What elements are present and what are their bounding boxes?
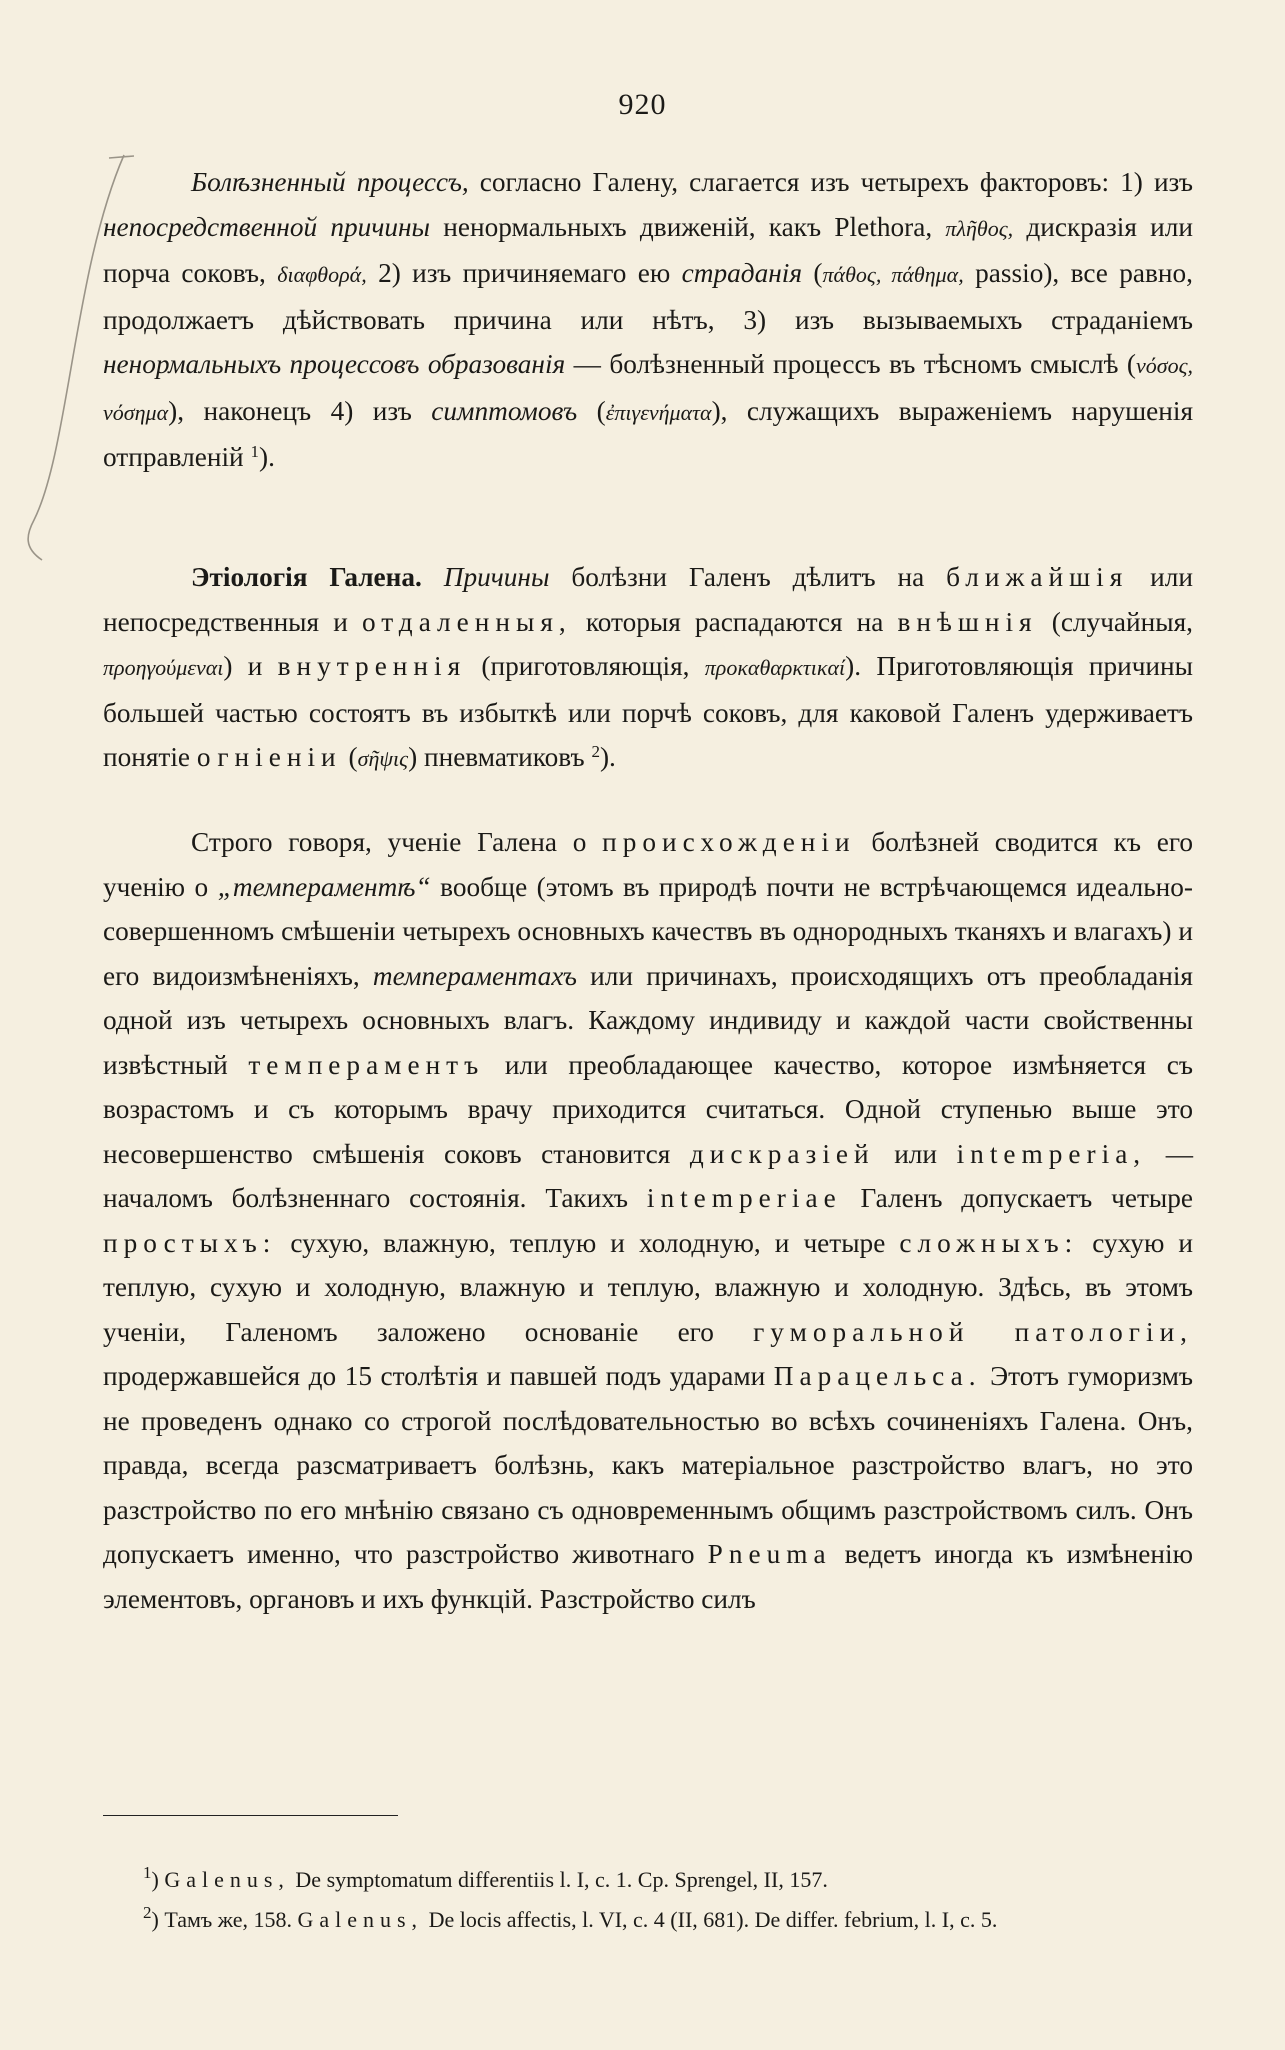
- text-run: De symptomatum differentiis l. I, c. 1. Cp. Sprengel, II, 157.: [289, 1867, 828, 1892]
- text-run: ненормальныхъ процессовъ образованія: [103, 349, 566, 379]
- text-run: которыя распадаются на: [571, 606, 898, 637]
- greek-term: ἐπιγενήματα: [605, 399, 712, 425]
- greek-term: διαφθορά,: [277, 262, 367, 287]
- text-run: дискразіей: [689, 1138, 875, 1169]
- text-run: ) пневматиковъ: [408, 742, 592, 772]
- text-run: болѣзней сводится къ его ученію о: [103, 827, 1193, 902]
- text-run: Причины: [443, 562, 550, 592]
- text-run: ), наконецъ 4) изъ: [168, 395, 432, 426]
- text-run: сухую, влажную, теплую и холодную, и четыре: [276, 1227, 900, 1258]
- greek-term: πάθος, πάθημα,: [822, 262, 964, 287]
- text-run: „темпераментѣ“: [217, 871, 431, 902]
- paragraph-disease-process: [103, 160, 1193, 480]
- text-run: сложныхъ:: [899, 1227, 1079, 1258]
- text-run: Этотъ гуморизмъ не проведенъ однако со строгой послѣдовательностью во всѣхъ сочиненіяхъ Галена. Онъ, правда, всегда разсматриваетъ болѣзнь, какъ матеріальное разстройство влагъ, но это разстройство по его мнѣнію связано съ одновременнымъ общимъ разстройствомъ силъ. Онъ допускаетъ именно, что разстройство животнаго: [103, 1361, 1193, 1569]
- text-run: passio), все равно, продолжаетъ дѣйствовать причина или нѣтъ, 3) изъ вызываемыхъ страданіемъ: [103, 258, 1193, 335]
- text-run: Галенъ допускаетъ четыре: [841, 1183, 1193, 1213]
- text-run: дискразія или порча соковъ,: [103, 211, 1194, 288]
- text-run: отдаленныя,: [361, 606, 572, 637]
- footnote-2: [103, 1900, 1193, 1939]
- text-run: Парацельса.: [773, 1361, 982, 1391]
- text-run: ), служащихъ выраженіемъ нарушенія отправленій: [103, 395, 1194, 472]
- paragraph-galen-etiology: [103, 555, 1193, 782]
- text-run: — болѣзненный процессъ въ тѣсномъ смыслѣ (: [565, 349, 1136, 379]
- text-run: Этіологія Галена.: [191, 562, 422, 592]
- text-run: ненормальныхъ движеній, какъ Plethora,: [430, 211, 946, 242]
- greek-term: προηγούμεναι: [103, 655, 224, 680]
- text-run: или преобладающее качество, которое измѣняется съ возрастомъ и съ которымъ врачу приходится считаться. Одной ступенью выше это несовершенство смѣшенія соковъ становится: [103, 1049, 1193, 1169]
- footnote-marker: 2: [143, 1903, 152, 1922]
- text-run: происхожденіи: [602, 827, 856, 857]
- text-run: согласно Галену, слагается изъ четырехъ факторовъ: 1) изъ: [468, 167, 1193, 197]
- text-run: (: [577, 395, 606, 426]
- text-run: гуморальной патологіи,: [753, 1316, 1194, 1347]
- text-run: (приготовляющія,: [466, 651, 705, 681]
- text-run: Pneuma: [707, 1539, 832, 1569]
- text-run: ): [151, 1867, 165, 1892]
- text-run: [422, 562, 444, 592]
- text-run: 2) изъ причиняемаго ею: [366, 258, 682, 288]
- text-run: intemperiae: [646, 1183, 842, 1213]
- greek-term: νόσος, νόσημα: [103, 353, 1193, 425]
- footnote-1: [103, 1860, 1193, 1899]
- text-run: ).: [258, 442, 275, 472]
- text-run: Galenus,: [164, 1867, 290, 1892]
- text-run: страданія: [681, 258, 803, 288]
- paragraph-temperament-doctrine: [103, 820, 1193, 1621]
- footnote-marker: 2: [591, 742, 600, 761]
- text-run: продержавшейся до 15 столѣтія и павшей подъ ударами: [103, 1361, 774, 1391]
- text-run: ) и: [223, 651, 278, 681]
- text-run: De locis affectis, l. VI, c. 4 (II, 681). De differ. febrium, l. I, c. 5.: [423, 1907, 998, 1932]
- text-run: ).: [599, 742, 616, 772]
- text-run: вообще (этомъ въ природѣ почти не встрѣчающемся идеально-совершенномъ смѣшеніи четырехъ основныхъ качествъ въ однородныхъ тканяхъ и влагахъ) и его видоизмѣненіяхъ,: [103, 871, 1193, 991]
- footnote-divider: [103, 1815, 398, 1816]
- text-run: внѣшнія: [897, 606, 1038, 637]
- text-run: Болѣзненный процессъ,: [191, 167, 469, 197]
- text-run: ). Приготовляющія причины большей частью состоятъ въ избыткѣ или порчѣ соковъ, для каковой Галенъ удерживаетъ понятіе о: [103, 651, 1193, 772]
- text-run: болѣзни Галенъ дѣлитъ на: [549, 562, 947, 592]
- text-run: Строго говоря, ученіе Галена о: [191, 827, 603, 857]
- text-run: темпераментахъ: [372, 960, 577, 991]
- text-run: или непосредственныя и: [103, 562, 1193, 637]
- text-run: (: [341, 742, 358, 772]
- text-run: непосредственной причины: [103, 211, 431, 242]
- text-run: ближайшія: [946, 562, 1129, 592]
- text-run: внутреннія: [277, 651, 467, 681]
- text-run: гніеніи: [217, 742, 342, 772]
- text-run: симптомовъ: [431, 395, 578, 426]
- footnote-marker: 1: [250, 442, 259, 461]
- text-run: intemperia,: [956, 1138, 1147, 1169]
- greek-term: πλῆθος,: [945, 215, 1014, 241]
- text-run: — началомъ болѣзненнаго состоянія. Такихъ: [103, 1138, 1193, 1213]
- text-run: Galenus,: [297, 1907, 424, 1932]
- text-run: ) Тамъ же, 158.: [151, 1907, 298, 1932]
- text-run: (случайныя,: [1037, 606, 1193, 637]
- page-number: 920: [618, 88, 667, 121]
- text-run: или причинахъ, происходящихъ отъ преобладанія одной изъ четырехъ основныхъ влагъ. Каждому индивиду и каждой части свойственны извѣстный: [103, 960, 1193, 1080]
- greek-term: σῆψις: [357, 746, 409, 771]
- footnote-marker: 1: [143, 1863, 152, 1882]
- text-run: (: [802, 258, 823, 288]
- text-run: темпераментъ: [248, 1049, 485, 1080]
- text-run: или: [874, 1138, 957, 1169]
- text-run: сухую и теплую, сухую и холодную, влажную и теплую, влажную и холодную. Здѣсь, въ этомъ ученіи, Галеномъ заложено основаніе его: [103, 1227, 1193, 1347]
- text-run: ведетъ иногда къ измѣненію элементовъ, органовъ и ихъ функцій. Разстройство силъ: [103, 1539, 1193, 1614]
- greek-term: προκαθαρκτικαί: [704, 655, 846, 680]
- text-run: простыхъ:: [103, 1227, 277, 1258]
